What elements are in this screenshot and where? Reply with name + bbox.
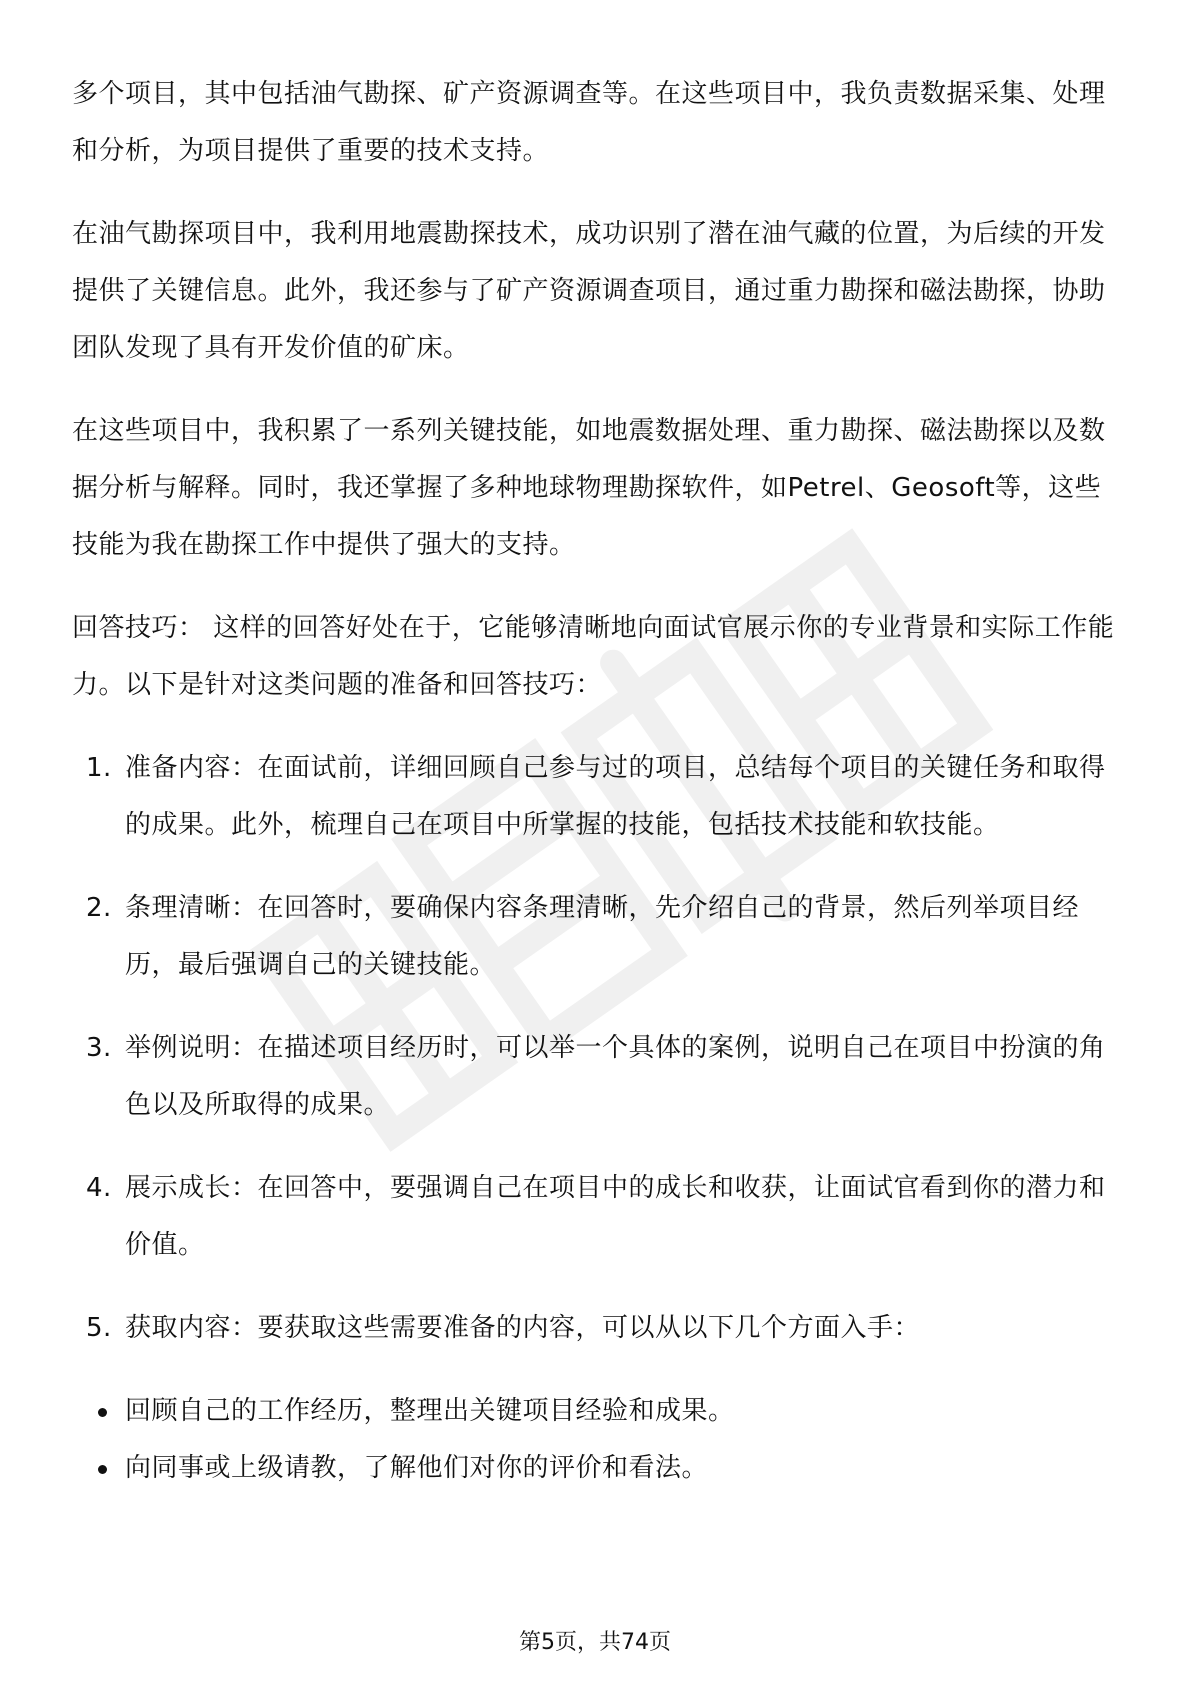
list-item-text: 准备内容：在面试前，详细回顾自己参与过的项目，总结每个项目的关键任务和取得的成果。此外，梳理自己在项目中所掌握的技能，包括技术技能和软技能。 (125, 753, 1106, 840)
sources-bullet-list (72, 1383, 1122, 1497)
list-item-number: 2. (86, 893, 112, 923)
bullet-dot-icon (98, 1408, 107, 1417)
list-item-number: 3. (86, 1033, 112, 1063)
list-item (72, 1020, 1122, 1134)
paragraph-project-summary: 多个项目，其中包括油气勘探、矿产资源调查等。在这些项目中，我负责数据采集、处理和分析，为项目提供了重要的技术支持。 (72, 79, 1106, 166)
bullet-dot-icon (98, 1465, 107, 1474)
list-item-text: 条理清晰：在回答时，要确保内容条理清晰，先介绍自己的背景，然后列举项目经历，最后强调自己的关键技能。 (125, 893, 1080, 980)
paragraph-oil-gas-project: 在油气勘探项目中，我利用地震勘探技术，成功识别了潜在油气藏的位置，为后续的开发提供了关键信息。此外，我还参与了矿产资源调查项目，通过重力勘探和磁法勘探，协助团队发现了具有开发价值的矿床。 (72, 219, 1106, 363)
list-item-text: 获取内容：要获取这些需要准备的内容，可以从以下几个方面入手： (125, 1313, 921, 1343)
list-item (72, 1440, 1122, 1497)
paragraph-answer-tips-intro: 回答技巧： 这样的回答好处在于，它能够清晰地向面试官展示你的专业背景和实际工作能力。以下是针对这类问题的准备和回答技巧： (72, 613, 1115, 700)
tips-numbered-list (72, 740, 1122, 1357)
list-item (72, 880, 1122, 994)
list-item-number: 5. (86, 1313, 112, 1343)
page-number-footer: 第5页，共74页 (519, 1630, 671, 1655)
list-item (72, 1160, 1122, 1274)
list-item (72, 1300, 1122, 1357)
list-item-text: 回顾自己的工作经历，整理出关键项目经验和成果。 (125, 1396, 735, 1426)
list-item-number: 1. (86, 753, 112, 783)
list-item-text: 向同事或上级请教，了解他们对你的评价和看法。 (125, 1453, 709, 1483)
list-item-text: 举例说明：在描述项目经历时，可以举一个具体的案例，说明自己在项目中扮演的角色以及所取得的成果。 (125, 1033, 1106, 1120)
list-item (72, 740, 1122, 854)
document-body (72, 66, 1122, 1497)
list-item (72, 1383, 1122, 1440)
list-item-text: 展示成长：在回答中，要强调自己在项目中的成长和收获，让面试官看到你的潜力和价值。 (125, 1173, 1106, 1260)
paragraph-key-skills: 在这些项目中，我积累了一系列关键技能，如地震数据处理、重力勘探、磁法勘探以及数据分析与解释。同时，我还掌握了多种地球物理勘探软件，如Petrel、Geosoft等，这些技能为我在勘探工作中提供了强大的支持。 (72, 416, 1106, 560)
list-item-number: 4. (86, 1173, 112, 1203)
